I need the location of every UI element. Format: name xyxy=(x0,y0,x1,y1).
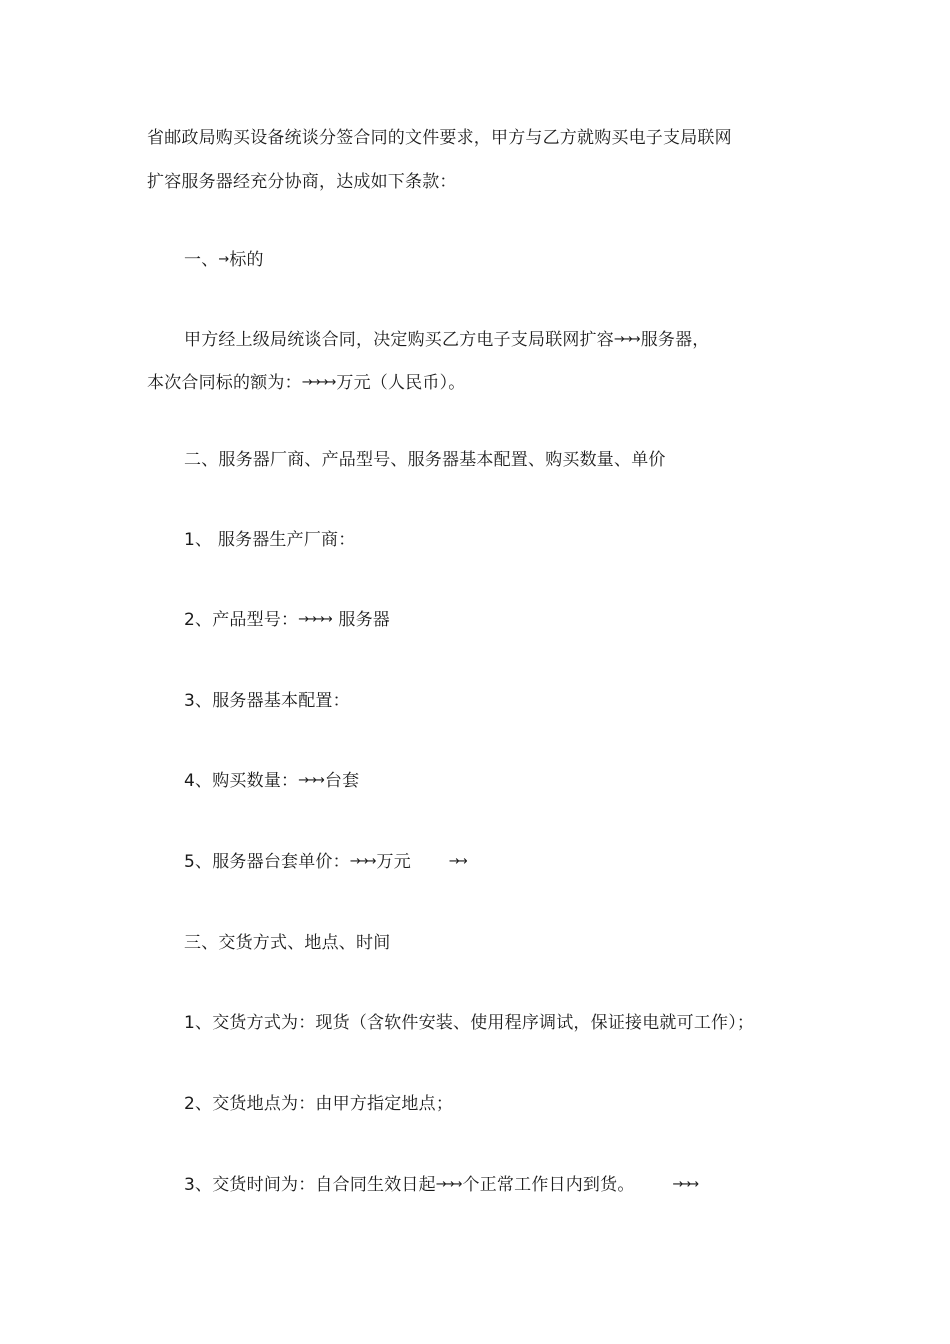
section-3-item-2: 2、交货地点为：由甲方指定地点； xyxy=(184,1094,454,1114)
text: 服务器， xyxy=(640,330,710,350)
text: 4、购买数量： xyxy=(184,771,299,791)
text: 台套 xyxy=(324,771,360,791)
text: 万元（人民币）。 xyxy=(336,373,466,393)
text: 万元 xyxy=(376,852,411,872)
tab-arrow-icon: →→→→ xyxy=(298,612,330,627)
section-3-heading: 三、交货方式、地点、时间 xyxy=(184,933,391,953)
text: 3、交货时间为：自合同生效日起 xyxy=(184,1175,436,1195)
text: 服务器 xyxy=(332,610,391,630)
tab-arrow-icon: →→→→ xyxy=(301,375,334,390)
tab-arrow-icon: →→→ xyxy=(672,1177,697,1192)
section-3-item-3 xyxy=(184,1174,699,1196)
section-2-item-5 xyxy=(184,851,468,873)
text: 本次合同标的额为： xyxy=(147,373,302,393)
section-2-item-2 xyxy=(184,609,390,631)
section-2-item-4 xyxy=(184,770,359,792)
intro-line-1: 省邮政局购买设备统谈分签合同的文件要求，甲方与乙方就购买电子支局联网 xyxy=(147,128,732,148)
section-3-item-1: 1、交货方式为：现货（含软件安装、使用程序调试，保证接电就可工作）； xyxy=(184,1013,755,1033)
tab-arrow-icon: →→ xyxy=(448,854,465,869)
tab-arrow-icon: →→→ xyxy=(435,1177,460,1192)
tab-arrow-icon: →→→ xyxy=(349,854,374,869)
tab-arrow-icon: → xyxy=(218,252,227,267)
tab-arrow-icon: →→→ xyxy=(298,773,322,788)
section-1-paragraph-line-1 xyxy=(184,329,710,351)
section-1-title: 标的 xyxy=(229,250,264,270)
text: 个正常工作日内到货。 xyxy=(462,1175,635,1195)
text: 甲方经上级局统谈合同，决定购买乙方电子支局联网扩容 xyxy=(184,330,614,350)
text: 5、服务器台套单价： xyxy=(184,852,350,872)
section-2-item-3: 3、服务器基本配置： xyxy=(184,691,350,711)
section-1-paragraph-line-2 xyxy=(147,372,466,394)
text: 2、产品型号： xyxy=(184,610,299,630)
section-1-heading xyxy=(184,249,264,271)
section-2-item-1: 1、 服务器生产厂商： xyxy=(184,530,356,550)
section-1-prefix: 一、 xyxy=(184,250,219,270)
tab-arrow-icon: →→→ xyxy=(614,332,638,347)
section-2-heading: 二、服务器厂商、产品型号、服务器基本配置、购买数量、单价 xyxy=(184,450,666,470)
intro-line-2: 扩容服务器经充分协商，达成如下条款： xyxy=(147,172,457,192)
